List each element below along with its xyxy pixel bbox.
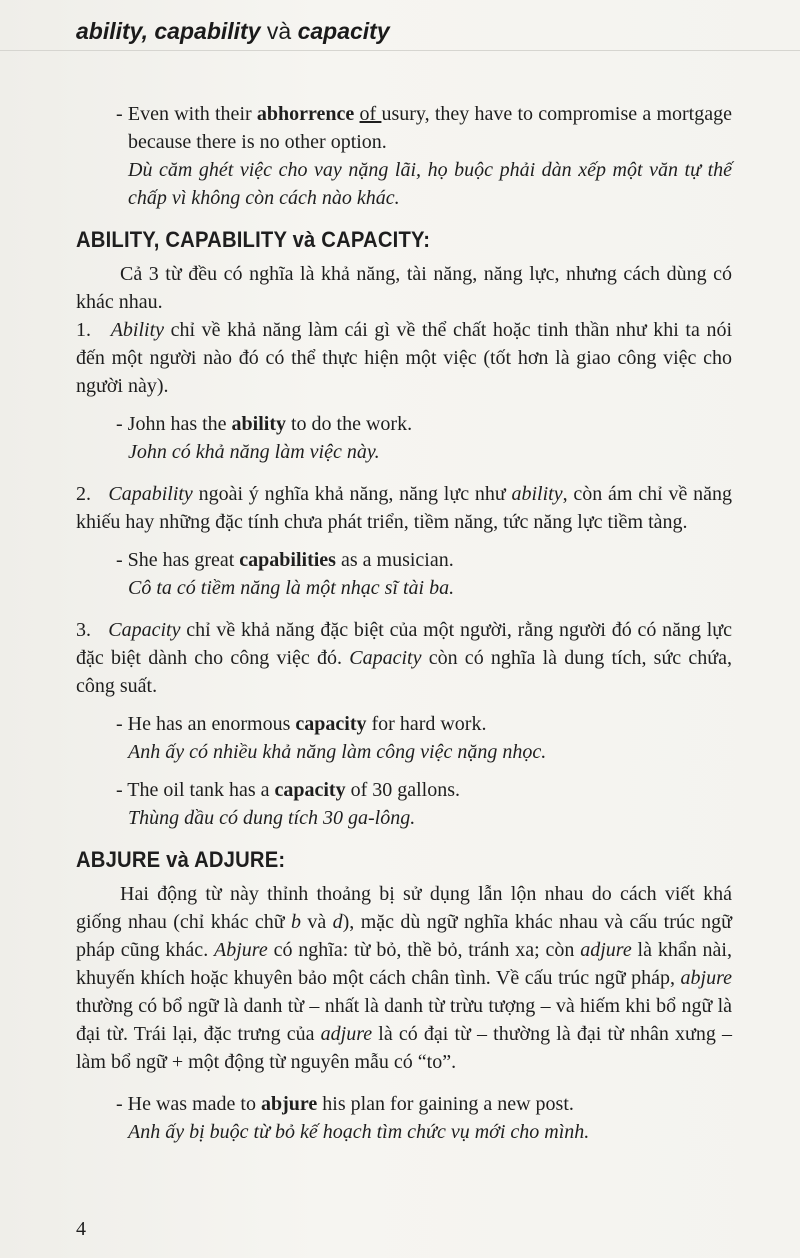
example-capacity-tank-en: - The oil tank has a capacity of 30 gallons. (116, 779, 461, 801)
running-head (76, 18, 390, 45)
example-abhorrence-en: - Even with their abhorrence of usury, they have to compromise a mortgage because there is no other option. (116, 103, 732, 153)
example-abhorrence-vi: Dù căm ghét việc cho vay nặng lãi, họ buộc phải dàn xếp một văn tự thế chấp vì không còn cách nào khác. (128, 159, 732, 209)
section-heading-abjure: ABJURE và ADJURE: (76, 847, 286, 872)
example-capacity-work-vi: Anh ấy có nhiều khả năng làm công việc nặng nhọc. (128, 741, 547, 763)
example-capacity-tank-vi: Thùng dầu có dung tích 30 ga-lông. (128, 807, 416, 829)
page-number: 4 (76, 1218, 86, 1240)
page-content (76, 100, 732, 1146)
example-capability-vi: Cô ta có tiềm năng là một nhạc sĩ tài ba. (128, 577, 455, 599)
running-head-terms: ability, capability (76, 18, 261, 44)
running-head-term-end: capacity (297, 18, 390, 44)
section-abjure-paragraph: Hai động từ này thỉnh thoảng bị sử dụng lẫn lộn nhau do cách viết khá giống nhau (chỉ khác chữ b và d), mặc dù ngữ nghĩa khác nhau và cấu trúc ngữ pháp cũng khác. Abjure có nghĩa: từ bỏ, thề bỏ, tránh xa; còn adjure là khẩn nài, khuyến khích hoặc khuyên bảo một cách chân tình. Về cấu trúc ngữ pháp, abjure thường có bổ ngữ là danh từ – nhất là danh từ trừu tượng – và hiếm khi bổ ngữ là đại từ. Trái lại, đặc trưng của adjure là có đại từ – thường là đại từ nhân xưng – làm bổ ngữ + một động từ nguyên mẫu có “to”. (76, 883, 732, 1073)
section-ability-intro: Cả 3 từ đều có nghĩa là khả năng, tài năng, năng lực, nhưng cách dùng có khác nhau. (76, 263, 732, 313)
running-head-conj: và (266, 18, 292, 44)
item-capability: 2. Capability ngoài ý nghĩa khả năng, năng lực như ability, còn ám chỉ về năng khiếu hay những đặc tính chưa phát triển, tiềm năng, tức năng lực tiềm tàng. (76, 483, 733, 533)
example-abjure-vi: Anh ấy bị buộc từ bỏ kế hoạch tìm chức vụ mới cho mình. (128, 1121, 590, 1143)
header-rule (0, 50, 800, 51)
section-heading-ability: ABILITY, CAPABILITY và CAPACITY: (76, 227, 431, 252)
example-capacity-work-en: - He has an enormous capacity for hard work. (116, 713, 487, 735)
example-ability-en: - John has the ability to do the work. (116, 413, 413, 435)
item-ability: 1. Ability chỉ về khả năng làm cái gì về thể chất hoặc tinh thần như khi ta nói đến một người nào đó có thể thực hiện một việc (tốt hơn là giao công việc cho người này). (76, 319, 732, 397)
example-ability-vi: John có khả năng làm việc này. (128, 441, 380, 463)
item-capacity: 3. Capacity chỉ về khả năng đặc biệt của một người, rằng người đó có năng lực đặc biệt dành cho công việc đó. Capacity còn có nghĩa là dung tích, sức chứa, công suất. (76, 619, 732, 697)
example-capability-en: - She has great capabilities as a musician. (116, 549, 454, 571)
example-abjure-en: - He was made to abjure his plan for gaining a new post. (116, 1093, 574, 1115)
